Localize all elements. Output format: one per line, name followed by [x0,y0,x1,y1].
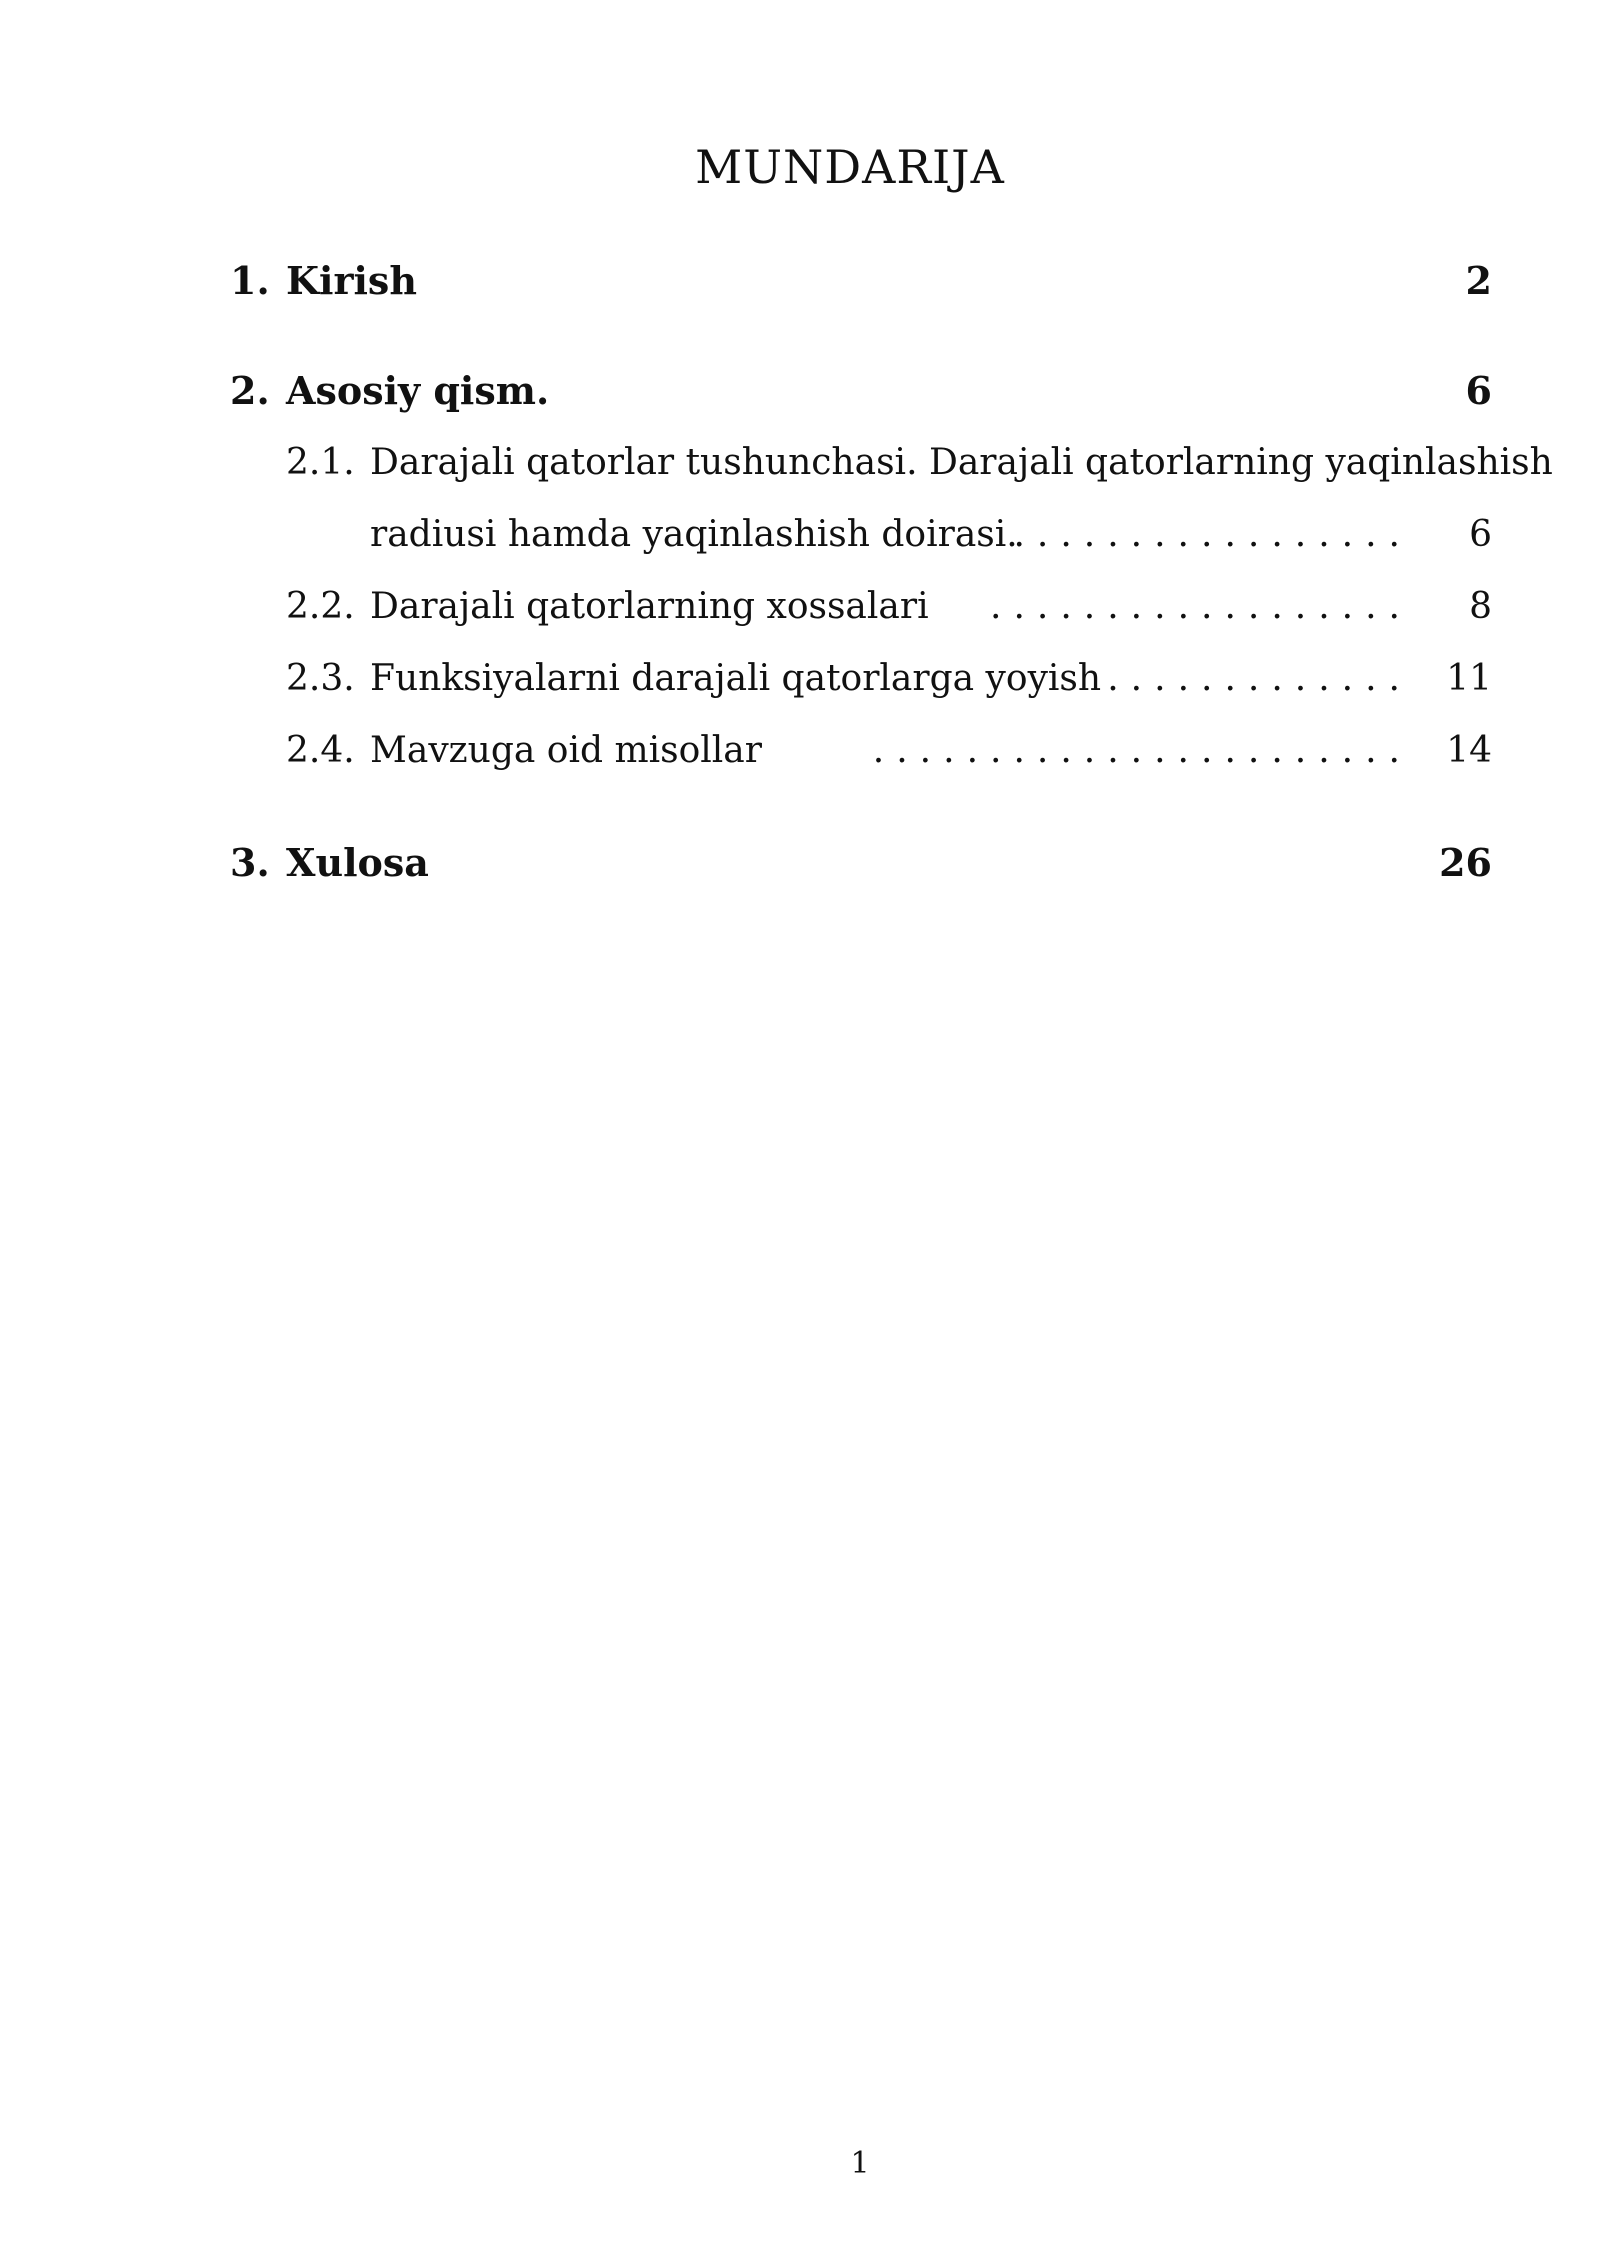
toc-section-number: 1. [230,258,270,303]
toc-subsection-title-line2: radiusi hamda yaqinlashish doirasi. [370,514,1018,555]
toc-section-number: 3. [230,840,270,885]
toc-section-number: 2. [230,368,270,413]
toc-section-title: Asosiy qism. [286,368,550,413]
page-title: MUNDARIJA [695,140,1005,194]
toc-section-asosiy-qism[interactable] [230,368,1492,424]
toc-subsection-number: 2.2. [286,586,355,627]
toc-subsection-page: 11 [1446,658,1492,699]
toc-section-kirish[interactable] [230,258,1492,314]
toc-subsection-2-3[interactable] [286,658,1492,714]
page-number: 1 [850,2146,870,2181]
toc-section-title: Xulosa [286,840,429,885]
toc-section-xulosa[interactable] [230,840,1492,896]
toc-subsection-page: 8 [1469,586,1492,627]
toc-subsection-page: 14 [1446,730,1492,771]
toc-subsection-title-line1: Darajali qatorlar tushunchasi. Darajali qatorlarning yaqinlashish [370,442,1553,483]
toc-leader-dots: ............. [1107,658,1412,699]
toc-section-page: 6 [1465,368,1492,413]
toc-subsection-number: 2.3. [286,658,355,699]
toc-section-page: 26 [1439,840,1492,885]
toc-leader-dots: ................. [1013,514,1412,555]
toc-subsection-number: 2.1. [286,442,355,483]
toc-subsection-2-2[interactable] [286,586,1492,642]
toc-leader-dots: ....................... [872,730,1412,771]
toc-subsection-2-1-continued[interactable] [286,514,1492,570]
toc-section-page: 2 [1465,258,1492,303]
toc-subsection-title: Mavzuga oid misollar [370,730,762,771]
toc-leader-dots: .................. [990,586,1412,627]
toc-section-title: Kirish [286,258,417,303]
toc-subsection-2-1[interactable] [286,442,1553,498]
toc-subsection-title: Darajali qatorlarning xossalari [370,586,929,627]
toc-subsection-page: 6 [1469,514,1492,555]
toc-subsection-number: 2.4. [286,730,355,771]
toc-subsection-2-4[interactable] [286,730,1492,786]
toc-subsection-title: Funksiyalarni darajali qatorlarga yoyish [370,658,1102,699]
